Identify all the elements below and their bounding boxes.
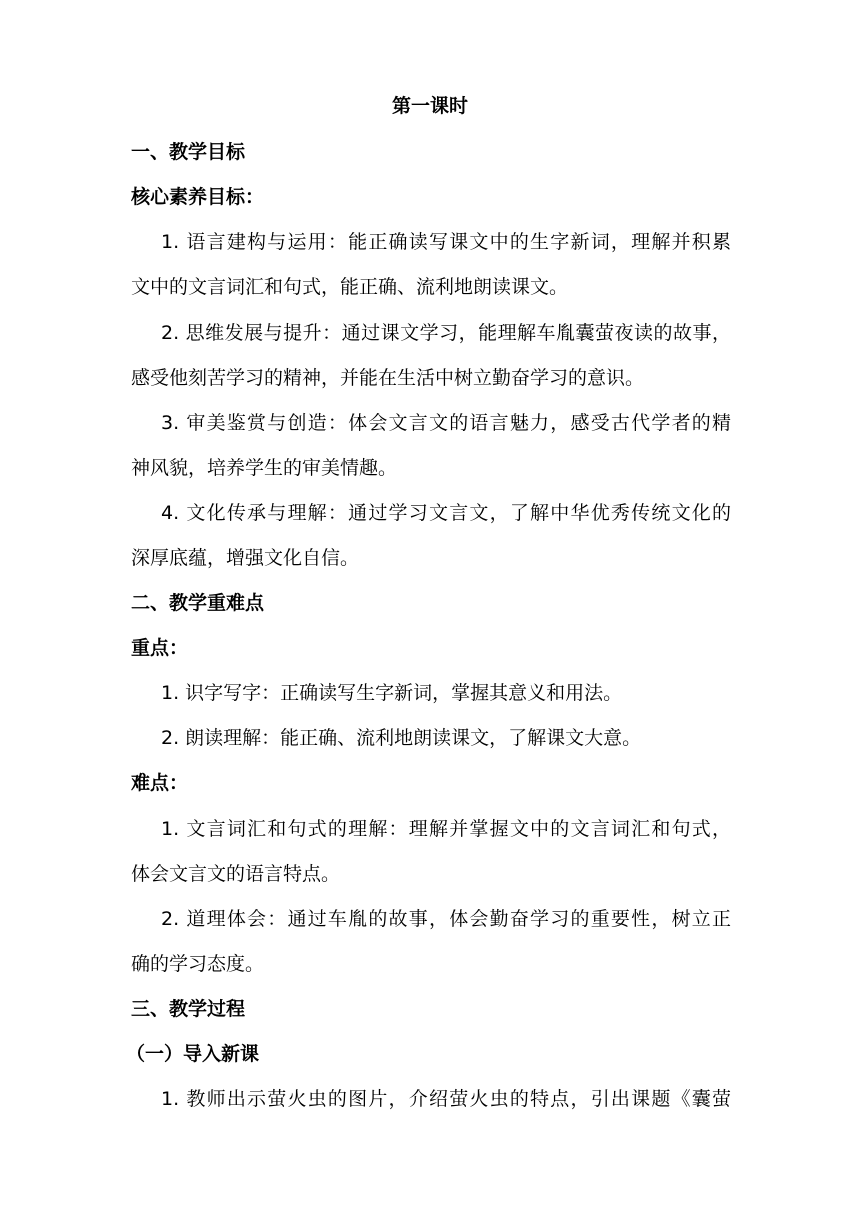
section-heading-process: 三、教学过程 [131,998,246,1020]
key-points-label: 重点： [131,637,189,659]
key-item-1: 1. 识字写字：正确读写生字新词，掌握其意义和用法。 [161,682,623,704]
section-heading-objectives: 一、教学目标 [131,141,246,163]
goal-item-3-line1: 3. 审美鉴赏与创造：体会文言文的语言魅力，感受古代学者的精 [161,412,731,434]
difficult-item-1-line1: 1. 文言词汇和句式的理解：理解并掌握文中的文言词汇和句式， [161,818,731,840]
subheading-core-goals: 核心素养目标： [131,186,265,208]
difficult-item-1-line2: 体会文言文的语言特点。 [131,863,341,885]
goal-item-2-line1: 2. 思维发展与提升：通过课文学习，能理解车胤囊萤夜读的故事， [161,322,731,344]
difficult-points-label: 难点： [131,772,189,794]
process-item-1-line1: 1. 教师出示萤火虫的图片，介绍萤火虫的特点，引出课题《囊萤 [161,1088,731,1110]
goal-item-4-line1: 4. 文化传承与理解：通过学习文言文，了解中华优秀传统文化的 [161,502,731,524]
goal-item-1-line1: 1. 语言建构与运用：能正确读写课文中的生字新词，理解并积累 [161,231,731,253]
goal-item-2-line2: 感受他刻苦学习的精神，并能在生活中树立勤奋学习的意识。 [131,367,645,389]
subheading-introduction: （一）导入新课 [126,1043,260,1065]
key-item-2: 2. 朗读理解：能正确、流利地朗读课文，了解课文大意。 [161,727,642,749]
page-title: 第一课时 [391,95,468,117]
goal-item-3-line2: 神风貌，培养学生的审美情趣。 [131,457,398,479]
difficult-item-2-line1: 2. 道理体会：通过车胤的故事，体会勤奋学习的重要性，树立正 [161,908,731,930]
difficult-item-2-line2: 确的学习态度。 [131,953,265,975]
section-heading-key-points: 二、教学重难点 [131,592,265,614]
goal-item-1-line2: 文中的文言词汇和句式，能正确、流利地朗读课文。 [131,276,569,298]
goal-item-4-line2: 深厚底蕴，增强文化自信。 [131,547,360,569]
